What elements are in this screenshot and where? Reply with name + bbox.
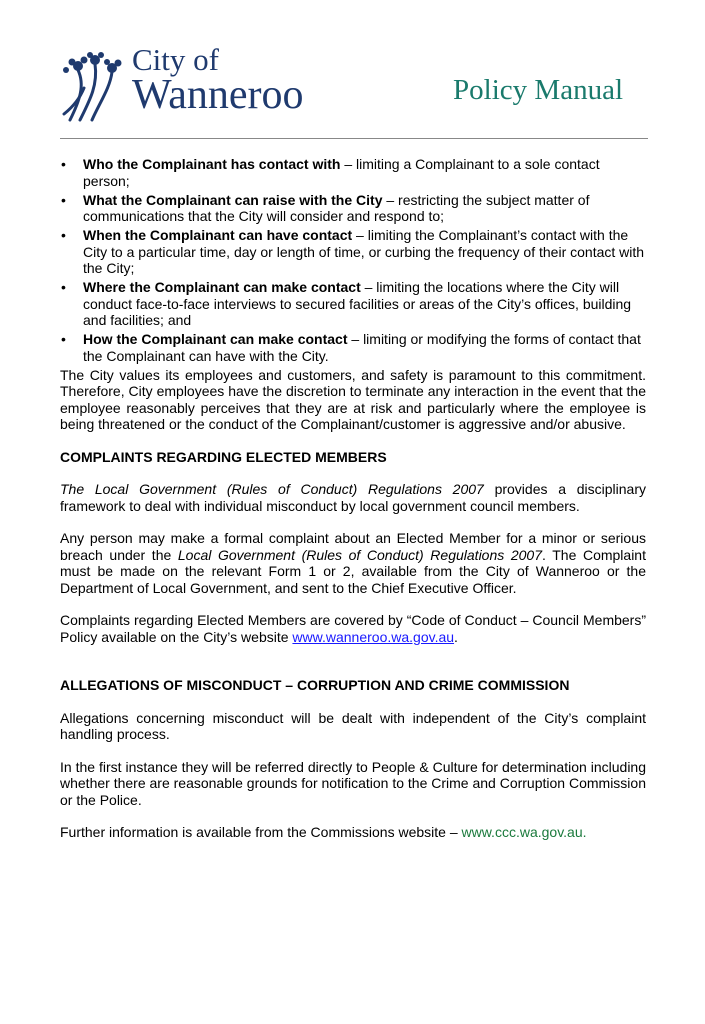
ccc-website-link[interactable]: www.ccc.wa.gov.au.	[461, 824, 587, 840]
list-item-lead: Who the Complainant has contact with	[83, 156, 341, 172]
list-item	[60, 227, 646, 277]
list-item-text: – limiting a Complainant to a sole contact person;	[83, 156, 600, 189]
list-item-lead: How the Complainant can make contact	[83, 331, 348, 347]
bullet-icon: •	[61, 227, 66, 243]
elected-members-paragraph-2	[60, 530, 646, 596]
paragraph-text: .	[454, 628, 458, 645]
misconduct-paragraph-1: Allegations concerning misconduct will be dealt with independent of the City’s complaint handling process.	[60, 709, 646, 742]
regulations-title: The Local Government (Rules of Conduct) Regulations 2007	[60, 481, 484, 497]
list-item	[60, 192, 646, 225]
header-divider	[60, 138, 648, 139]
list-item	[60, 279, 646, 329]
paragraph-text: Any person may make a formal complaint about an Elected Member for a minor or serious breach under the	[60, 530, 646, 563]
list-item-lead: Where the Complainant can make contact	[83, 279, 361, 295]
bullet-icon: •	[61, 191, 66, 208]
paragraph-text: Complaints regarding Elected Members are covered by “Code of Conduct – Council Members” Policy available on the City’s website	[60, 612, 646, 645]
elected-members-heading: COMPLAINTS REGARDING ELECTED MEMBERS	[60, 448, 387, 465]
list-item-lead: When the Complainant can have contact	[83, 227, 353, 243]
regulations-title: Local Government (Rules of Conduct) Regulations 2007	[177, 546, 542, 563]
policy-manual-title: Policy Manual	[453, 74, 623, 106]
misconduct-heading: ALLEGATIONS OF MISCONDUCT – CORRUPTION AND CRIME COMMISSION	[60, 677, 570, 693]
list-item-text: – limiting the locations where the City will conduct face-to-face interviews to secured facilities or areas of the City’s offices, building and facilities; and	[83, 279, 632, 328]
logo-text-wanneroo: Wanneroo	[132, 72, 304, 118]
list-item-text: – limiting or modifying the forms of contact that the Complainant can have with the City.	[83, 331, 641, 364]
bullet-icon: •	[61, 156, 66, 172]
page-header	[0, 0, 705, 140]
city-of-wanneroo-logo	[60, 42, 330, 127]
bullet-icon: •	[61, 331, 66, 347]
staff-safety-paragraph: The City values its employees and customers, and safety is paramount to this commitment. Therefore, City employees have the discretion to terminate any interaction in the event that the employee reasonably perceives that they are at risk and particularly where the employee is being threatened or the conduct of the Complainant/customer is aggressive and/or abusive.	[60, 366, 646, 432]
paragraph-text: Further information is available from the Commissions website –	[60, 824, 462, 840]
document-body	[60, 156, 646, 841]
wanneroo-website-link[interactable]: www.wanneroo.wa.gov.au	[292, 628, 455, 645]
list-item-text: – limiting the Complainant’s contact with the City to a particular time, day or length of time, or curbing the frequency of their contact with the City;	[83, 227, 645, 276]
paragraph-text: provides a disciplinary framework to deal with individual misconduct by local government council members.	[60, 481, 646, 514]
list-item	[60, 156, 646, 189]
elected-members-paragraph-1	[60, 481, 646, 514]
list-item-text: – restricting the subject matter of communications that the City will consider and respond to;	[83, 191, 590, 224]
bullet-icon: •	[61, 279, 66, 295]
logo-text-city-of: City of	[132, 42, 219, 77]
misconduct-paragraph-3	[60, 824, 646, 841]
list-item-lead: What the Complainant can raise with the City	[83, 191, 383, 208]
paragraph-text: . The Complaint must be made on the relevant Form 1 or 2, available from the City of Wanneroo or the Department of Local Government, and sent to the Chief Executive Officer.	[60, 546, 646, 596]
kangaroo-paw-logo-icon	[60, 50, 130, 125]
contact-restrictions-list	[60, 156, 646, 364]
misconduct-paragraph-2: In the first instance they will be referred directly to People & Culture for determination including whether there are reasonable grounds for notification to the Crime and Corruption Commission or the Police.	[60, 758, 646, 808]
elected-members-paragraph-3	[60, 612, 646, 645]
list-item	[60, 331, 646, 364]
